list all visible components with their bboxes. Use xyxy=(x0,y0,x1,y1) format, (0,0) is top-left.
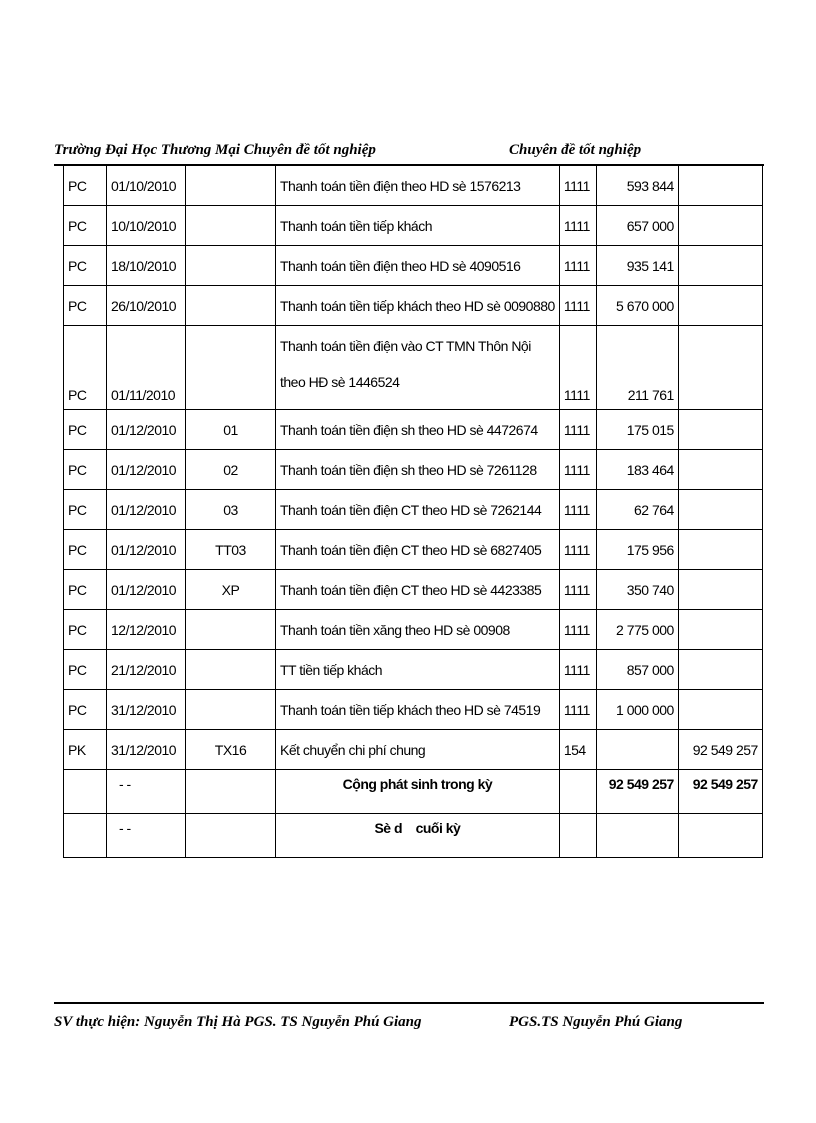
cell-code xyxy=(186,206,276,246)
footer-advisor: PGS.TS Nguyễn Phú Giang xyxy=(509,1014,683,1030)
cell-credit xyxy=(678,286,762,326)
table-row xyxy=(64,570,763,610)
cell-credit xyxy=(678,246,762,286)
cell-credit: 92 549 257 xyxy=(678,730,762,770)
totals-type-cell xyxy=(64,770,107,814)
cell-credit xyxy=(678,326,762,410)
cell-debit: 935 141 xyxy=(596,246,678,286)
cell-date: 01/12/2010 xyxy=(107,570,186,610)
totals-debit: 92 549 257 xyxy=(596,770,678,814)
cell-account: 1111 xyxy=(559,610,596,650)
cell-debit: 62 764 xyxy=(596,490,678,530)
cell-credit xyxy=(678,410,762,450)
cell-credit xyxy=(678,650,762,690)
cell-date: 31/12/2010 xyxy=(107,730,186,770)
cell-account: 154 xyxy=(559,730,596,770)
totals-label: Cộng phát sinh trong kỳ xyxy=(276,770,560,814)
totals-account-cell xyxy=(559,770,596,814)
cell-description: Thanh toán tiền điện CT theo HD sè 4423385 xyxy=(276,570,560,610)
cell-description: Thanh toán tiền điện theo HD sè 1576213 xyxy=(276,166,560,206)
cell-type: PC xyxy=(64,326,107,410)
cell-description: TT tiền tiếp khách xyxy=(276,650,560,690)
cell-type: PC xyxy=(64,410,107,450)
cell-credit xyxy=(678,450,762,490)
cell-code: 03 xyxy=(186,490,276,530)
page-header xyxy=(54,140,764,166)
cell-description: Thanh toán tiền điện vào CT TMN Thôn Nội theo HĐ sè 1446524 xyxy=(276,326,560,410)
cell-code: TX16 xyxy=(186,730,276,770)
closing-label: Sè d cuối kỳ xyxy=(276,814,560,858)
cell-debit: 175 015 xyxy=(596,410,678,450)
cell-account: 1111 xyxy=(559,530,596,570)
cell-code xyxy=(186,650,276,690)
cell-account: 1111 xyxy=(559,246,596,286)
cell-account: 1111 xyxy=(559,166,596,206)
table-row xyxy=(64,650,763,690)
closing-credit-cell xyxy=(678,814,762,858)
cell-code: 01 xyxy=(186,410,276,450)
cell-description: Thanh toán tiền điện theo HD sè 4090516 xyxy=(276,246,560,286)
cell-credit xyxy=(678,570,762,610)
closing-code-cell xyxy=(186,814,276,858)
cell-debit: 857 000 xyxy=(596,650,678,690)
cell-date: 01/10/2010 xyxy=(107,166,186,206)
header-report-title: Chuyên đề tốt nghiệp xyxy=(509,142,642,158)
cell-account: 1111 xyxy=(559,490,596,530)
cell-type: PC xyxy=(64,490,107,530)
cell-debit: 5 670 000 xyxy=(596,286,678,326)
table-row xyxy=(64,490,763,530)
table-row xyxy=(64,166,763,206)
cell-account: 1111 xyxy=(559,206,596,246)
table-row xyxy=(64,690,763,730)
footer-author: SV thực hiện: Nguyễn Thị Hà PGS. TS Nguyễn Phú Giang xyxy=(54,1014,422,1030)
closing-row xyxy=(64,814,763,858)
table-row xyxy=(64,450,763,490)
cell-description: Thanh toán tiền xăng theo HD sè 00908 xyxy=(276,610,560,650)
cell-credit xyxy=(678,206,762,246)
cell-credit xyxy=(678,490,762,530)
cell-credit xyxy=(678,610,762,650)
cell-description: Thanh toán tiền tiếp khách xyxy=(276,206,560,246)
cell-account: 1111 xyxy=(559,326,596,410)
cell-code xyxy=(186,690,276,730)
cell-debit: 175 956 xyxy=(596,530,678,570)
totals-code-cell xyxy=(186,770,276,814)
cell-code: TT03 xyxy=(186,530,276,570)
cell-date: 01/12/2010 xyxy=(107,410,186,450)
closing-type-cell xyxy=(64,814,107,858)
cell-code xyxy=(186,166,276,206)
cell-date: 26/10/2010 xyxy=(107,286,186,326)
cell-credit xyxy=(678,530,762,570)
table-row xyxy=(64,610,763,650)
cell-description: Thanh toán tiền điện CT theo HD sè 7262144 xyxy=(276,490,560,530)
totals-dash: - - xyxy=(107,770,186,814)
cell-date: 01/12/2010 xyxy=(107,530,186,570)
ledger-body xyxy=(64,166,763,770)
cell-account: 1111 xyxy=(559,286,596,326)
cell-debit xyxy=(596,730,678,770)
table-row xyxy=(64,286,763,326)
cell-description: Thanh toán tiền điện CT theo HD sè 6827405 xyxy=(276,530,560,570)
cell-code xyxy=(186,326,276,410)
closing-account-cell xyxy=(559,814,596,858)
cell-date: 01/12/2010 xyxy=(107,450,186,490)
cell-date: 21/12/2010 xyxy=(107,650,186,690)
cell-date: 12/12/2010 xyxy=(107,610,186,650)
cell-credit xyxy=(678,690,762,730)
cell-date: 10/10/2010 xyxy=(107,206,186,246)
cell-account: 1111 xyxy=(559,650,596,690)
cell-type: PC xyxy=(64,610,107,650)
cell-date: 31/12/2010 xyxy=(107,690,186,730)
cell-credit xyxy=(678,166,762,206)
totals-credit: 92 549 257 xyxy=(678,770,762,814)
totals-row xyxy=(64,770,763,814)
cell-type: PK xyxy=(64,730,107,770)
table-row xyxy=(64,246,763,286)
cell-debit: 211 761 xyxy=(596,326,678,410)
cell-code xyxy=(186,246,276,286)
closing-dash: - - xyxy=(107,814,186,858)
table-row xyxy=(64,410,763,450)
cell-debit: 593 844 xyxy=(596,166,678,206)
cell-account: 1111 xyxy=(559,570,596,610)
cell-type: PC xyxy=(64,650,107,690)
cell-debit: 2 775 000 xyxy=(596,610,678,650)
cell-description: Thanh toán tiền tiếp khách theo HD sè 74519 xyxy=(276,690,560,730)
cell-debit: 1 000 000 xyxy=(596,690,678,730)
table-row xyxy=(64,206,763,246)
table-row xyxy=(64,326,763,410)
cell-description: Thanh toán tiền điện sh theo HD sè 7261128 xyxy=(276,450,560,490)
cell-account: 1111 xyxy=(559,690,596,730)
cell-description: Thanh toán tiền tiếp khách theo HD sè 0090880 xyxy=(276,286,560,326)
cell-type: PC xyxy=(64,690,107,730)
cell-code: XP xyxy=(186,570,276,610)
cell-debit: 657 000 xyxy=(596,206,678,246)
cell-type: PC xyxy=(64,166,107,206)
cell-account: 1111 xyxy=(559,410,596,450)
ledger-summary xyxy=(64,770,763,858)
page-footer xyxy=(54,1002,764,1040)
cell-type: PC xyxy=(64,450,107,490)
cell-date: 01/11/2010 xyxy=(107,326,186,410)
cell-debit: 350 740 xyxy=(596,570,678,610)
cell-type: PC xyxy=(64,206,107,246)
cell-code xyxy=(186,610,276,650)
ledger-table xyxy=(63,166,763,858)
cell-type: PC xyxy=(64,570,107,610)
cell-type: PC xyxy=(64,530,107,570)
cell-date: 18/10/2010 xyxy=(107,246,186,286)
cell-account: 1111 xyxy=(559,450,596,490)
cell-debit: 183 464 xyxy=(596,450,678,490)
closing-debit-cell xyxy=(596,814,678,858)
cell-code: 02 xyxy=(186,450,276,490)
cell-description: Thanh toán tiền điện sh theo HD sè 4472674 xyxy=(276,410,560,450)
table-row xyxy=(64,530,763,570)
table-row xyxy=(64,730,763,770)
header-school-title: Trường Đại Học Thương Mại Chuyên đề tốt nghiệp xyxy=(54,142,376,158)
cell-description: Kết chuyển chi phí chung xyxy=(276,730,560,770)
cell-date: 01/12/2010 xyxy=(107,490,186,530)
cell-type: PC xyxy=(64,286,107,326)
cell-type: PC xyxy=(64,246,107,286)
cell-code xyxy=(186,286,276,326)
